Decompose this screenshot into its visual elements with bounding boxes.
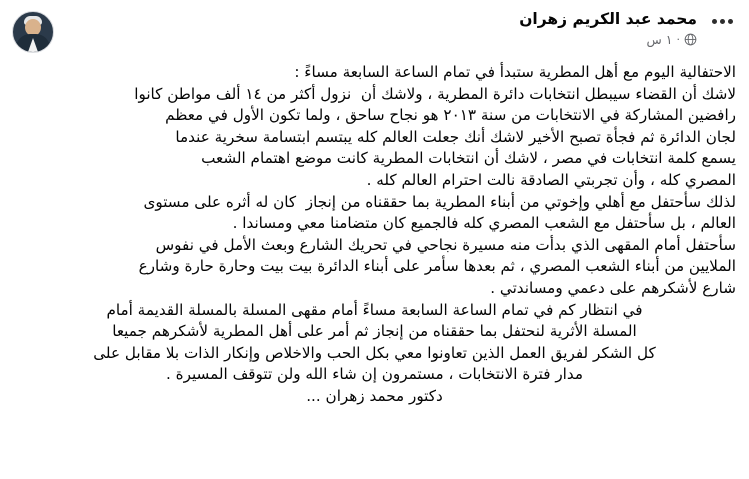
- post-header: [0, 0, 749, 62]
- dot-2: [720, 19, 725, 24]
- meta-separator: ·: [676, 33, 680, 46]
- post-line: المصري كله ، وأن تجربتي الصادقة نالت احترام العالم كله .: [366, 170, 736, 189]
- post-line: يسمع كلمة انتخابات في مصر ، لاشك أن انتخابات المطرية كانت موضع اهتمام الشعب: [201, 149, 736, 168]
- more-options-icon[interactable]: [706, 9, 737, 24]
- post-line: المسلة الأثرية لنحتفل بما حققناه من إنجاز ثم أمر على أهل المطرية لأشكرهم جميعا: [112, 322, 637, 341]
- post-line: شارع لأشكرهم على دعمي ومساندتي .: [490, 278, 736, 297]
- post-line: لجان الدائرة ثم فجأة تصبح الأخير لاشك أنك جعلت العالم كله يبتسم ابتسامة سخرية عندما: [175, 127, 736, 146]
- globe-icon: [684, 33, 697, 46]
- avatar[interactable]: [12, 11, 54, 53]
- post-body: [0, 62, 749, 412]
- post-signature: دكتور محمد زهران ...: [306, 386, 443, 405]
- post-line: العالم ، بل سأحتفل مع الشعب المصري كله فالجميع كان متضامنا معي ومساندا .: [232, 214, 736, 233]
- post-line: رافضين المشاركة في الانتخابات من سنة ٢٠١٣ هو نجاح ساحق ، ولما تكون الأول في معظم: [165, 106, 736, 125]
- post-line: سأحتفل أمام المقهى الذي بدأت منه مسيرة نجاحي في تحريك الشارع وبعث الأمل في نفوس: [155, 235, 736, 254]
- author-name[interactable]: محمد عبد الكريم زهران: [519, 10, 697, 28]
- dot-3: [712, 19, 717, 24]
- post-line: الملايين من أبناء الشعب المصري ، ثم بعدها سأمر على أبناء الدائرة بيت بيت وحارة حارة وشارع: [138, 257, 736, 276]
- post-line: كل الشكر لفريق العمل الذين تعاونوا معي بكل الحب والاخلاص وإنكار الذات بلا مقابل على: [93, 343, 656, 362]
- post-line: الاحتفالية اليوم مع أهل المطرية ستبدأ في تمام الساعة السابعة مساءً :: [294, 63, 736, 81]
- post-meta: [647, 32, 697, 47]
- post-line: في انتظار كم في تمام الساعة السابعة مساءً أمام مقهى المسلة بالمسلة القديمة أمام: [106, 300, 643, 319]
- post-line: لاشك أن القضاء سيبطل انتخابات دائرة المطرية ، ولاشك أن نزول أكثر من ١٤ ألف مواطن كانوا: [134, 84, 736, 103]
- post-timestamp[interactable]: ١ س: [646, 32, 673, 47]
- post-line: لذلك سأحتفل مع أهلي وإخوتي من أبناء المطرية بما حققناه من إنجاز كان له أثره على مستوى: [143, 192, 736, 211]
- post-header-text: [54, 9, 697, 47]
- post-line: مدار فترة الانتخابات ، مستمرون إن شاء الله ولن تتوقف المسيرة .: [165, 365, 583, 384]
- dot-1: [728, 19, 733, 24]
